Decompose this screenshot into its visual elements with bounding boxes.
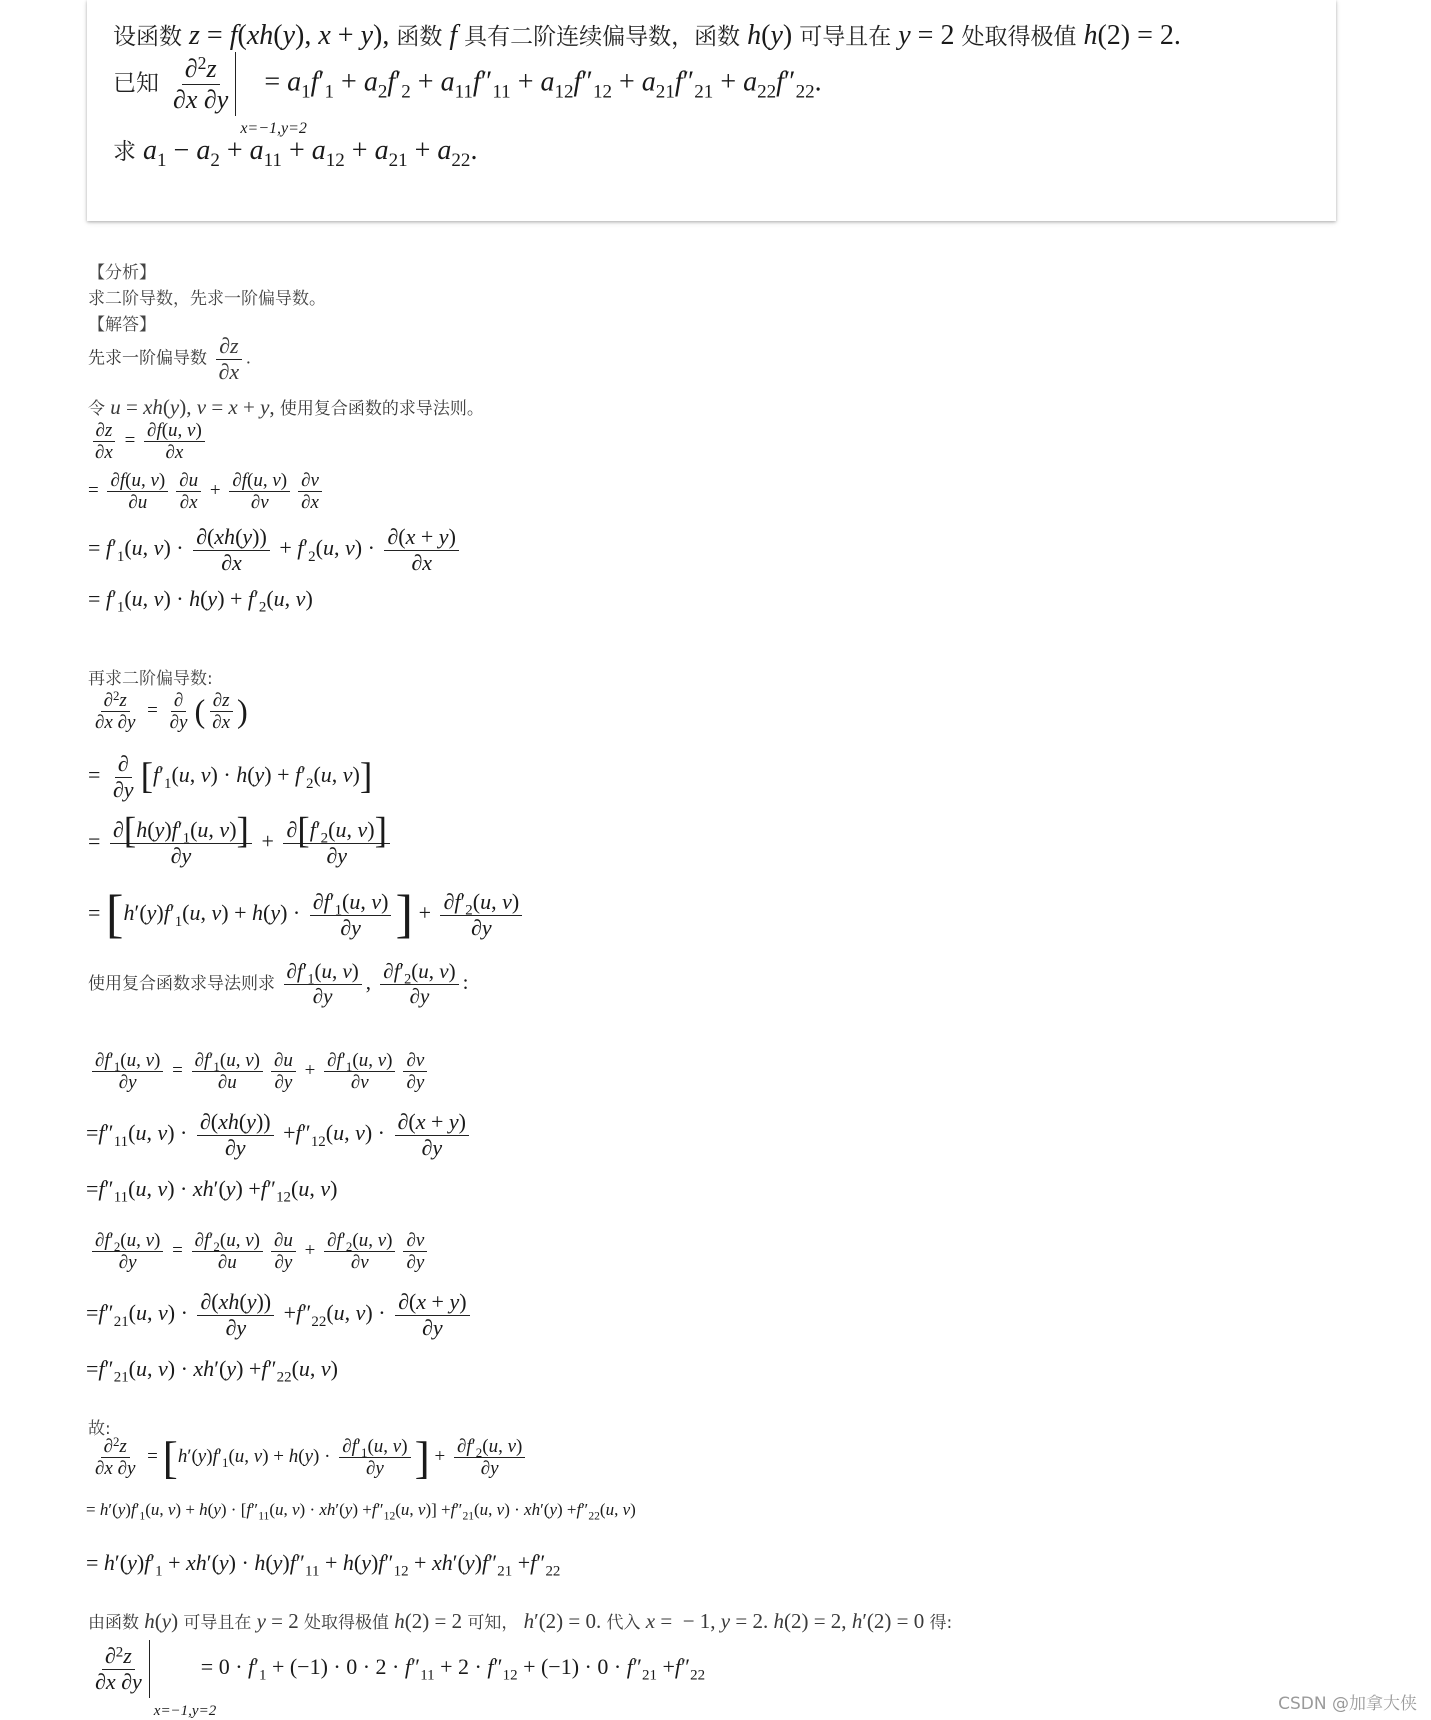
final-eq-1: $\frac{\partial^2z}{\partial x \partial y}$ = [$h'(y)f'_1(u$, v) + h(y) · $\frac{\partial f'_1(u, v)}{\partial y}$ ] + $\frac{\partial f'_2(u, v)}{\partial y}$ bbox=[88, 1436, 529, 1480]
final-eq-2: = $h'(y)f'_1(u$, $v) + h(y) \cdot [f''_{11}(u$, $v) \cdot xh'(y) +f''_{12}(u$, $v)] +f''_{21}(u$, $v) \cdot xh'(y) +f''_{22}(u$, v) bbox=[86, 1500, 636, 1523]
analysis-title: 【分析】 bbox=[88, 263, 156, 283]
dzdx-eq-1: $\frac{\partial z}{\partial x}$ = $\frac{\partial f(u, v)}{\partial x}$ bbox=[88, 420, 209, 464]
d2z-eq-1: $\frac{\partial^2z}{\partial x \partial y}$ = $\frac{\partial}{\partial y}$ ( $\frac{\partial z}{\partial x}$ ) bbox=[95, 688, 248, 734]
df1-eq-2: $=f''_{11}(u$, v) · $\frac{\partial(xh(y))}{\partial y}$ $+f''_{12}(u$, v) · $\frac{\partial(x + y)}{\partial y}$ bbox=[86, 1110, 473, 1160]
answer-title: 【解答】 bbox=[88, 315, 156, 335]
analysis-text: 求二阶导数，先求一阶偏导数。 bbox=[88, 289, 326, 309]
final-result-eq: $\frac{\partial^2z}{\partial x \partial y}$ x=−1,y=2 = $0 \cdot f'_1 + (-1) \cdot 0 \cdot 2 \cdot f''_{11} + 2 \cdot f''_{12} + (-1) \cdot 0 \cdot f''_{21} +f''_{22}$ bbox=[88, 1640, 705, 1698]
step2-text: 再求二阶偏导数: bbox=[88, 669, 213, 689]
df2-eq-2: $=f''_{21}(u$, v) · $\frac{\partial(xh(y))}{\partial y}$ $+f''_{22}(u$, v) · $\frac{\partial(x + y)}{\partial y}$ bbox=[86, 1290, 474, 1340]
dzdx-eq-3: = $f'_1(u$, v) · $\frac{\partial(xh(y))}{\partial x}$ + $f'_2(u$, v) · $\frac{\partial(x + y)}{\partial x}$ bbox=[88, 525, 463, 575]
d2z-eq-3: = $\frac{\partial[h(y)f'_1(u, v)]}{\partial y}$ + $\frac{\partial[f'_2(u, v)]}{\partial y}$ bbox=[88, 818, 394, 869]
let-line: 令 u = xh(y), v = x + y, 使用复合函数的求导法则。 bbox=[88, 395, 484, 419]
d2z-eq-2: = $\frac{\partial}{\partial y}$ [$f'_1(u$, $v) \cdot h(y) + f'_2(u$, v)] bbox=[88, 751, 373, 802]
chain-line: 使用复合函数求导法则求 $\frac{\partial f'_1(u, v)}{\partial y}$ , $\frac{\partial f'_2(u, v)}{\partial y}$ : bbox=[88, 959, 469, 1008]
problem-line-2: 已知 $\frac{\partial^2z}{\partial x \partial y}$ x=−1,y=2 = $a_1f'_1 + a_2f'_2 + a_{11}f''_{11} + a_{12}f''_{12} + a_{21}f''_{21} + a_{22}f''_{22}$. bbox=[113, 53, 822, 137]
dzdx-eq-4: = $f'_1(u$, $v) \cdot h(y) + f'_2(u$, v) bbox=[88, 586, 313, 616]
df1-eq-3: $=f''_{11}(u$, $v) \cdot xh'(y) +f''_{12}(u$, v) bbox=[86, 1176, 338, 1206]
final-condition-line: 由函数 h(y) 可导且在 y = 2 处取得极值 h(2) = 2 可知， h′(2) = 0. 代入 x = − 1, y = 2. h(2) = 2, h′(2) = 0 得: bbox=[88, 1609, 953, 1633]
problem-card bbox=[87, 0, 1336, 221]
final-eq-3: = $h'(y)f'_1 + xh'(y) \cdot h(y)f''_{11} + h(y)f''_{12} + xh'(y)f''_{21} +f''_{22}$ bbox=[86, 1550, 561, 1580]
therefore-text: 故: bbox=[88, 1419, 111, 1439]
df2-eq-1: $\frac{\partial f'_2(u, v)}{\partial y}$ = $\frac{\partial f'_2(u, v)}{\partial u}$ $\frac{\partial u}{\partial y}$ + $\frac{\partial f'_2(u, v)}{\partial v}$ $\frac{\partial v}{\partial y}$ bbox=[88, 1230, 431, 1274]
df2-eq-3: $=f''_{21}(u$, $v) \cdot xh'(y) +f''_{22}(u$, v) bbox=[86, 1356, 338, 1386]
dzdx-eq-2: = $\frac{\partial f(u, v)}{\partial u}$ $\frac{\partial u}{\partial x}$ + $\frac{\partial f(u, v)}{\partial v}$ $\frac{\partial v}{\partial x}$ bbox=[88, 470, 326, 514]
step1-line: 先求一阶偏导数 $\frac{\partial z}{\partial x}$ . bbox=[88, 333, 251, 384]
df1-eq-1: $\frac{\partial f'_1(u, v)}{\partial y}$ = $\frac{\partial f'_1(u, v)}{\partial u}$ $\frac{\partial u}{\partial y}$ + $\frac{\partial f'_1(u, v)}{\partial v}$ $\frac{\partial v}{\partial y}$ bbox=[88, 1050, 431, 1094]
csdn-watermark: CSDN @加拿大侠 bbox=[1278, 1694, 1417, 1714]
problem-line-1: 设函数 z = f(xh(y), x + y), 函数 f 具有二阶连续偏导数，函数 h(y) 可导且在 y = 2 处取得极值 h(2) = 2. bbox=[113, 20, 1181, 51]
d2z-eq-4: = [$h'(y)f'_1(u$, v) + h(y) · $\frac{\partial f'_1(u, v)}{\partial y}$ ] + $\frac{\partial f'_2(u, v)}{\partial y}$ bbox=[88, 890, 526, 940]
problem-line-3: 求 $a_1 - a_2 + a_{11} + a_{12} + a_{21} + a_{22}$. bbox=[113, 135, 478, 172]
